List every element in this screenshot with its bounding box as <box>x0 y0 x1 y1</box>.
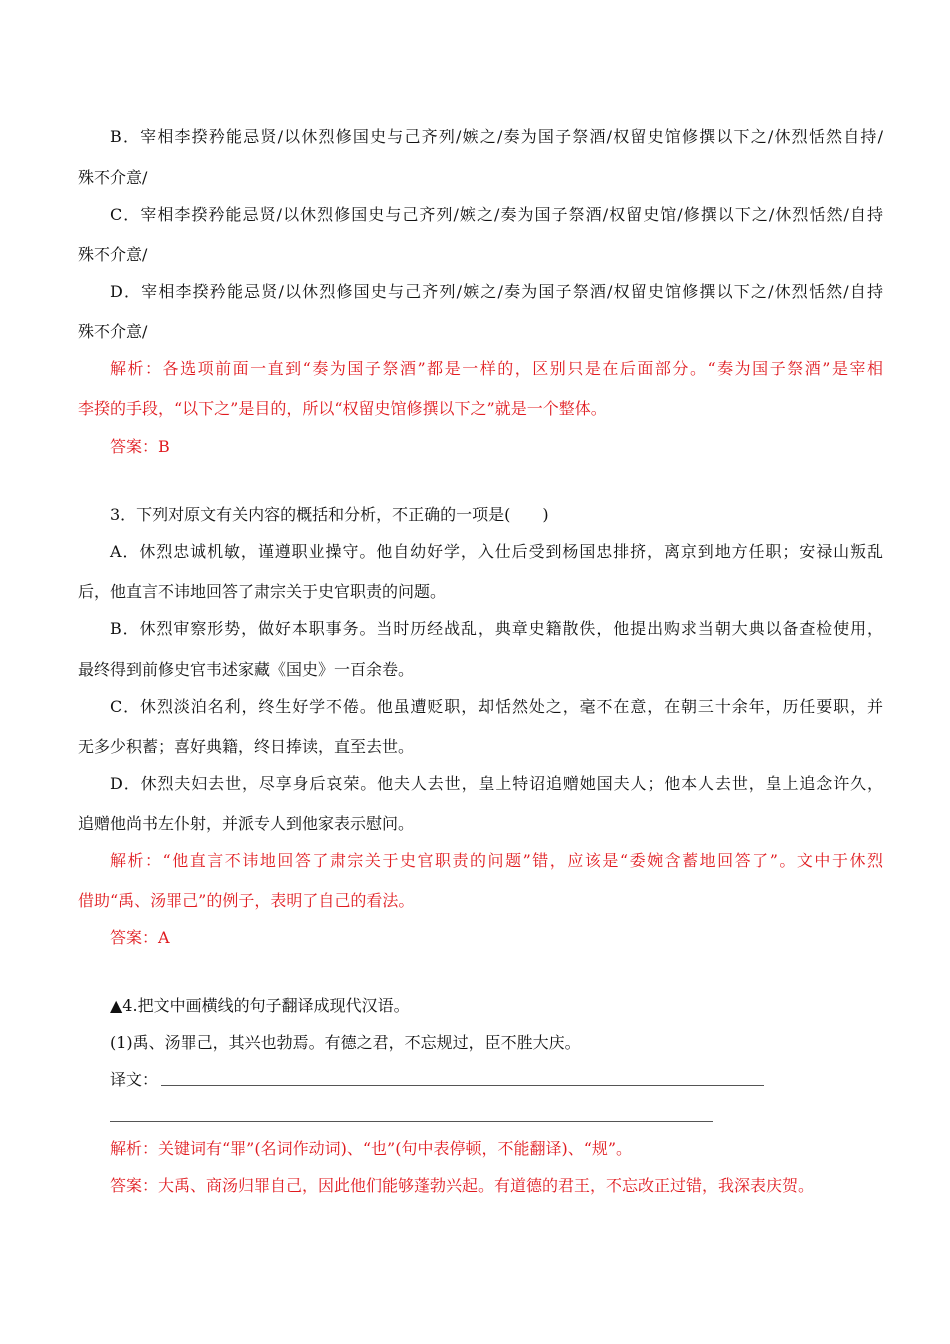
q2-analysis: 解析：各选项前面一直到“奏为国子祭酒”都是一样的，区别只是在后面部分。“奏为国子祭酒”是宰相 <box>110 359 883 378</box>
q3-analysis-cont: 借助“禹、汤罪己”的例子，表明了自己的看法。 <box>78 891 415 910</box>
q4-sentence-1: (1)禹、汤罪己，其兴也勃焉。有德之君，不忘规过，臣不胜大庆。 <box>110 1033 581 1052</box>
q3-stem: 3．下列对原文有关内容的概括和分析，不正确的一项是( ) <box>110 505 549 524</box>
q4-answer: 答案：大禹、商汤归罪自己，因此他们能够蓬勃兴起。有道德的君王，不忘改正过错，我深表庆贺。 <box>110 1176 815 1195</box>
q3-option-d-cont: 追赠他尚书左仆射，并派专人到他家表示慰问。 <box>78 814 415 833</box>
q2-option-c-cont: 殊不介意/ <box>78 245 148 264</box>
q2-answer: 答案：B <box>110 437 170 456</box>
q4-analysis: 解析：关键词有“罪”(名词作动词)、“也”(句中表停顿，不能翻译)、“规”。 <box>110 1139 633 1158</box>
translation-label: 译文： <box>110 1070 159 1089</box>
q3-option-c: C．休烈淡泊名利，终生好学不倦。他虽遭贬职，却恬然处之，毫不在意，在朝三十余年，历任要职，并 <box>110 697 883 716</box>
q3-option-a: A．休烈忠诚机敏，谨遵职业操守。他自幼好学，入仕后受到杨国忠排挤，离京到地方任职；安禄山叛乱 <box>110 542 883 561</box>
q2-option-d: D．宰相李揆矜能忌贤/以休烈修国史与己齐列/嫉之/奏为国子祭酒/权留史馆修撰以下之/休烈恬然/自持 <box>110 282 883 301</box>
q3-option-b-cont: 最终得到前修史官韦述家藏《国史》一百余卷。 <box>78 660 415 679</box>
q2-option-c: C．宰相李揆矜能忌贤/以休烈修国史与己齐列/嫉之/奏为国子祭酒/权留史馆/修撰以下之/休烈恬然/自持 <box>110 205 883 224</box>
q4-stem: ▲4.把文中画横线的句子翻译成现代汉语。 <box>110 996 410 1015</box>
q2-analysis-cont: 李揆的手段，“以下之”是目的，所以“权留史馆修撰以下之”就是一个整体。 <box>78 399 607 418</box>
q3-option-c-cont: 无多少积蓄；喜好典籍，终日捧读，直至去世。 <box>78 737 415 756</box>
answer-blank-line-1 <box>161 1085 764 1086</box>
q2-option-b-cont: 殊不介意/ <box>78 168 148 187</box>
q2-option-d-cont: 殊不介意/ <box>78 322 148 341</box>
q3-option-b: B．休烈审察形势，做好本职事务。当时历经战乱，典章史籍散佚，他提出购求当朝大典以备查检使用， <box>110 619 883 638</box>
q3-analysis: 解析：“他直言不讳地回答了肃宗关于史官职责的问题”错，应该是“委婉含蓄地回答了”。文中于休烈 <box>110 851 883 870</box>
q3-option-d: D．休烈夫妇去世，尽享身后哀荣。他夫人去世，皇上特诏追赠她国夫人；他本人去世，皇上追念许久， <box>110 774 883 793</box>
q2-option-b: B．宰相李揆矜能忌贤/以休烈修国史与己齐列/嫉之/奏为国子祭酒/权留史馆修撰以下之/休烈恬然自持/ <box>110 127 883 146</box>
q3-answer: 答案：A <box>110 928 170 947</box>
q3-option-a-cont: 后，他直言不讳地回答了肃宗关于史官职责的问题。 <box>78 582 447 601</box>
answer-blank-line-2 <box>110 1121 713 1122</box>
